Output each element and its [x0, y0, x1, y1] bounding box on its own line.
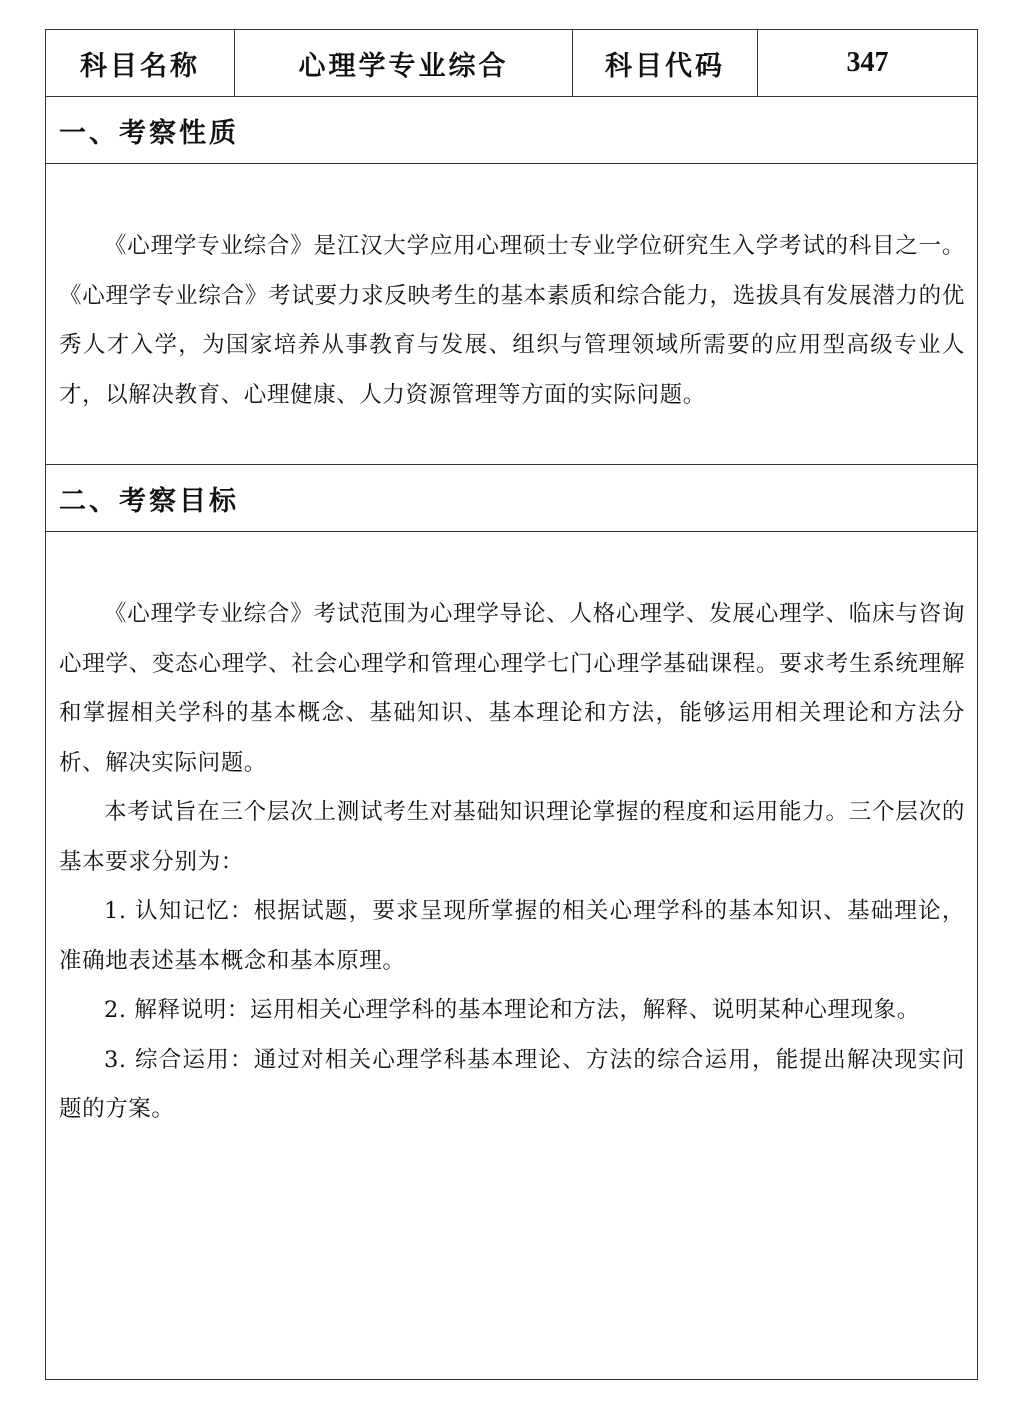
- section-title-nature: 一、考察性质: [46, 97, 977, 164]
- subject-code-value: 347: [846, 47, 889, 78]
- subject-name-label: 科目名称: [46, 30, 235, 96]
- subject-code-label: 科目代码: [573, 30, 758, 96]
- paragraph: 本考试旨在三个层次上测试考生对基础知识理论掌握的程度和运用能力。三个层次的基本要求分别为：: [59, 799, 965, 875]
- list-item: 2. 解释说明：运用相关心理学科的基本理论和方法，解释、说明某种心理现象。: [104, 997, 920, 1023]
- list-item: 1. 认知记忆：根据试题，要求呈现所掌握的相关心理学科的基本知识、基础理论，准确地表述基本概念和基本原理。: [59, 898, 965, 974]
- paragraph: 《心理学专业综合》考试范围为心理学导论、人格心理学、发展心理学、临床与咨询心理学、变态心理学、社会心理学和管理心理学七门心理学基础课程。要求考生系统理解和掌握相关学科的基本概念、基础知识、基本理论和方法，能够运用相关理论和方法分析、解决实际问题。: [59, 601, 965, 776]
- subject-header-row: [46, 30, 977, 97]
- exam-syllabus-table: [45, 29, 978, 1380]
- list-item: 3. 综合运用：通过对相关心理学科基本理论、方法的综合运用，能提出解决现实问题的方案。: [59, 1046, 965, 1122]
- section-body-objectives: [46, 532, 977, 1379]
- section-title-objectives: 二、考察目标: [46, 465, 977, 532]
- paragraph: 《心理学专业综合》是江汉大学应用心理硕士专业学位研究生入学考试的科目之一。《心理学专业综合》考试要力求反映考生的基本素质和综合能力，选拔具有发展潜力的优秀人才入学，为国家培养从事教育与发展、组织与管理领域所需要的应用型高级专业人才，以解决教育、心理健康、人力资源管理等方面的实际问题。: [59, 233, 965, 408]
- subject-name-value: 心理学专业综合: [235, 30, 573, 96]
- section-body-nature: [46, 164, 977, 465]
